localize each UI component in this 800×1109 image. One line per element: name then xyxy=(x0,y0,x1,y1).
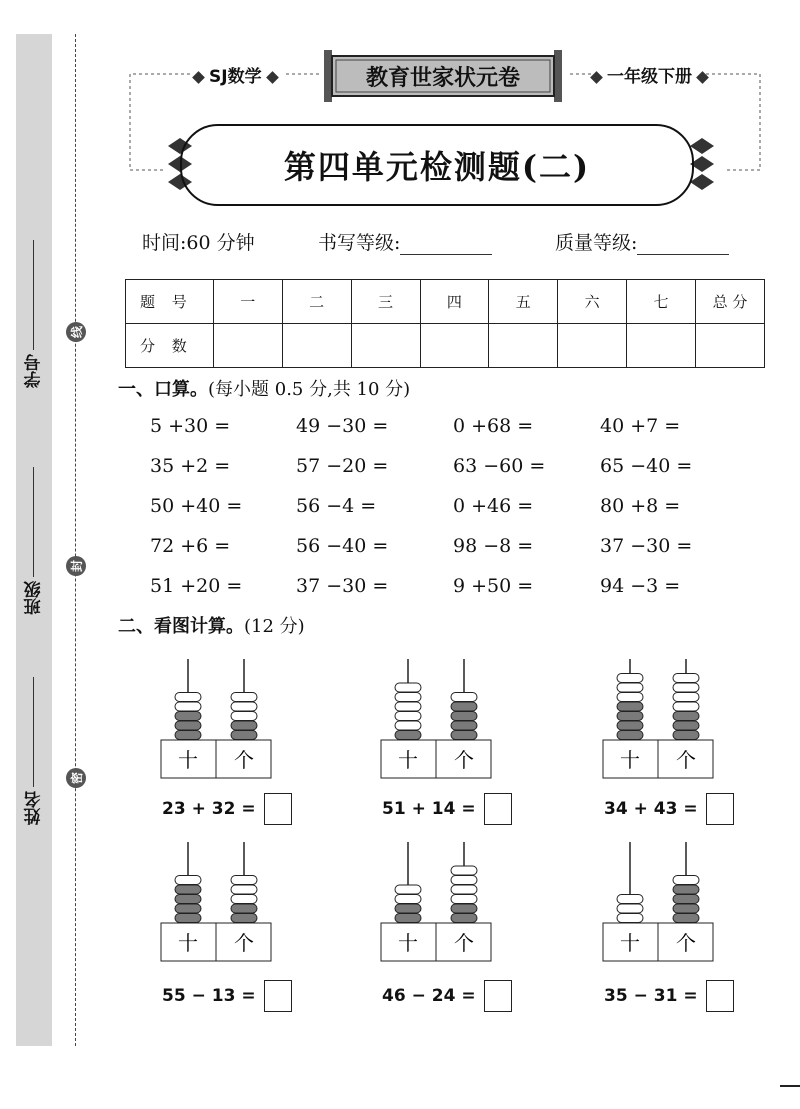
equation-text: 55 − 13 = xyxy=(162,986,256,1006)
gray-bead xyxy=(175,712,201,721)
mental-math-problem: 37 −30 = xyxy=(600,535,693,557)
white-bead xyxy=(175,702,201,711)
quality-grade: 质量等级: xyxy=(555,228,729,255)
gray-bead xyxy=(395,904,421,913)
gray-bead xyxy=(175,721,201,730)
name-label: 姓名 xyxy=(16,665,52,825)
diamond-icon xyxy=(590,71,603,84)
mental-math-problem: 35 +2 = xyxy=(150,455,231,477)
white-bead xyxy=(395,693,421,702)
seal-seal: 封 xyxy=(66,556,86,576)
score-cell[interactable] xyxy=(213,324,282,368)
ones-label: 个 xyxy=(454,748,474,772)
gray-bead xyxy=(451,721,477,730)
score-cell[interactable] xyxy=(489,324,558,368)
equation-text: 35 − 31 = xyxy=(604,986,698,1006)
white-bead xyxy=(451,693,477,702)
tens-label: 十 xyxy=(620,748,640,772)
gray-bead xyxy=(673,895,699,904)
answer-box[interactable] xyxy=(264,793,292,825)
score-cell[interactable] xyxy=(627,324,696,368)
tens-label: 十 xyxy=(398,931,418,955)
table-header-cell: 五 xyxy=(489,280,558,324)
gray-bead xyxy=(175,904,201,913)
white-bead xyxy=(395,721,421,730)
mental-math-problem: 50 +40 = xyxy=(150,495,243,517)
mental-math-problem: 51 +20 = xyxy=(150,575,243,597)
equation-text: 51 + 14 = xyxy=(382,799,476,819)
abacus xyxy=(602,838,716,964)
mental-math-problem: 94 −3 = xyxy=(600,575,681,597)
white-bead xyxy=(451,895,477,904)
mental-math-problem: 56 −4 = xyxy=(296,495,377,517)
mental-math-problem: 49 −30 = xyxy=(296,415,389,437)
table-header-cell: 四 xyxy=(420,280,489,324)
score-row-label: 分 数 xyxy=(126,324,214,368)
gray-bead xyxy=(395,914,421,923)
series-banner xyxy=(320,46,566,106)
white-bead xyxy=(451,876,477,885)
tens-label: 十 xyxy=(178,748,198,772)
gray-bead xyxy=(617,731,643,740)
white-bead xyxy=(395,683,421,692)
white-bead xyxy=(617,914,643,923)
seal-line: 线 xyxy=(66,322,86,342)
answer-box[interactable] xyxy=(484,980,512,1012)
mental-math-problem: 65 −40 = xyxy=(600,455,693,477)
mental-math-problem: 5 +30 = xyxy=(150,415,231,437)
table-row xyxy=(126,280,765,324)
score-cell[interactable] xyxy=(558,324,627,368)
abacus xyxy=(160,838,274,964)
gray-bead xyxy=(451,904,477,913)
gray-bead xyxy=(673,885,699,894)
ones-label: 个 xyxy=(676,748,696,772)
gray-bead xyxy=(175,731,201,740)
white-bead xyxy=(617,693,643,702)
table-header-cell: 七 xyxy=(627,280,696,324)
mental-math-problem: 98 −8 = xyxy=(453,535,534,557)
diamond-icon xyxy=(192,71,205,84)
time-limit: 时间:60 分钟 xyxy=(142,232,255,254)
mental-math-problem: 0 +68 = xyxy=(453,415,534,437)
white-bead xyxy=(395,885,421,894)
white-bead xyxy=(673,683,699,692)
gray-bead xyxy=(673,731,699,740)
abacus-equation xyxy=(162,793,292,825)
gray-bead xyxy=(231,721,257,730)
page-mark xyxy=(780,1085,800,1087)
mental-math-problem: 9 +50 = xyxy=(453,575,534,597)
table-header-cell: 六 xyxy=(558,280,627,324)
section1-title: 一、口算。(每小题 0.5 分,共 10 分) xyxy=(118,379,411,400)
white-bead xyxy=(231,885,257,894)
answer-box[interactable] xyxy=(706,793,734,825)
white-bead xyxy=(451,885,477,894)
white-bead xyxy=(175,876,201,885)
abacus xyxy=(602,655,716,781)
gray-bead xyxy=(451,702,477,711)
white-bead xyxy=(231,876,257,885)
score-cell[interactable] xyxy=(351,324,420,368)
table-header-cell: 题 号 xyxy=(126,280,214,324)
white-bead xyxy=(617,895,643,904)
gray-bead xyxy=(451,914,477,923)
title-box xyxy=(180,124,694,206)
mental-math-problem: 56 −40 = xyxy=(296,535,389,557)
gray-bead xyxy=(673,904,699,913)
table-header-cell: 总 分 xyxy=(696,280,765,324)
gray-bead xyxy=(617,721,643,730)
white-bead xyxy=(395,712,421,721)
ones-label: 个 xyxy=(454,931,474,955)
white-bead xyxy=(231,693,257,702)
mental-math-problem: 37 −30 = xyxy=(296,575,389,597)
gray-bead xyxy=(231,731,257,740)
table-header-cell: 三 xyxy=(351,280,420,324)
ones-label: 个 xyxy=(234,748,254,772)
gray-bead xyxy=(673,721,699,730)
score-cell[interactable] xyxy=(696,324,765,368)
white-bead xyxy=(395,895,421,904)
subject-tag: SJ数学 xyxy=(188,62,283,87)
mental-math-problem: 57 −20 = xyxy=(296,455,389,477)
abacus-equation xyxy=(604,793,734,825)
white-bead xyxy=(673,674,699,683)
equation-text: 34 + 43 = xyxy=(604,799,698,819)
class-label: 班级 xyxy=(16,455,52,615)
mental-math-problem: 0 +46 = xyxy=(453,495,534,517)
writing-grade: 书写等级: xyxy=(318,228,492,255)
gray-bead xyxy=(617,712,643,721)
writing-grade-field[interactable] xyxy=(400,236,492,255)
mental-math-problem: 40 +7 = xyxy=(600,415,681,437)
white-bead xyxy=(617,674,643,683)
white-bead xyxy=(673,702,699,711)
equation-text: 46 − 24 = xyxy=(382,986,476,1006)
white-bead xyxy=(617,904,643,913)
abacus xyxy=(160,655,274,781)
ones-label: 个 xyxy=(676,931,696,955)
tens-label: 十 xyxy=(398,748,418,772)
gray-bead xyxy=(451,712,477,721)
table-header-cell: 二 xyxy=(282,280,351,324)
mental-math-problem: 72 +6 = xyxy=(150,535,231,557)
tens-label: 十 xyxy=(178,931,198,955)
quality-grade-field[interactable] xyxy=(637,236,729,255)
abacus-equation xyxy=(162,980,292,1012)
abacus xyxy=(380,655,494,781)
score-cell[interactable] xyxy=(282,324,351,368)
gray-bead xyxy=(451,731,477,740)
seal-secret: 密 xyxy=(66,768,86,788)
white-bead xyxy=(395,702,421,711)
score-table xyxy=(125,279,765,368)
abacus-equation xyxy=(382,980,512,1012)
white-bead xyxy=(451,866,477,875)
score-cell[interactable] xyxy=(420,324,489,368)
table-row xyxy=(126,324,765,368)
answer-box[interactable] xyxy=(706,980,734,1012)
cut-line xyxy=(75,34,76,1046)
white-bead xyxy=(617,683,643,692)
gray-bead xyxy=(617,702,643,711)
answer-box[interactable] xyxy=(484,793,512,825)
ones-label: 个 xyxy=(234,931,254,955)
tens-label: 十 xyxy=(620,931,640,955)
gray-bead xyxy=(395,731,421,740)
mental-math-problem: 80 +8 = xyxy=(600,495,681,517)
banner-text: 教育世家状元卷 xyxy=(365,65,520,91)
abacus-equation xyxy=(382,793,512,825)
diamond-icon xyxy=(266,71,279,84)
grade-tag: 一年级下册 xyxy=(586,62,713,87)
white-bead xyxy=(231,895,257,904)
gray-bead xyxy=(175,895,201,904)
gray-bead xyxy=(231,904,257,913)
section2-title: 二、看图计算。(12 分) xyxy=(118,616,305,637)
white-bead xyxy=(673,876,699,885)
white-bead xyxy=(231,702,257,711)
abacus xyxy=(380,838,494,964)
gray-bead xyxy=(175,885,201,894)
table-header-cell: 一 xyxy=(213,280,282,324)
gray-bead xyxy=(231,914,257,923)
equation-text: 23 + 32 = xyxy=(162,799,256,819)
gray-bead xyxy=(673,712,699,721)
gray-bead xyxy=(175,914,201,923)
student-number-label: 学号 xyxy=(16,228,52,388)
white-bead xyxy=(673,693,699,702)
white-bead xyxy=(175,693,201,702)
white-bead xyxy=(231,712,257,721)
abacus-equation xyxy=(604,980,734,1012)
answer-box[interactable] xyxy=(264,980,292,1012)
diamond-icon xyxy=(696,71,709,84)
mental-math-problem: 63 −60 = xyxy=(453,455,546,477)
gray-bead xyxy=(673,914,699,923)
page-title: 第四单元检测题(二) xyxy=(283,148,591,186)
